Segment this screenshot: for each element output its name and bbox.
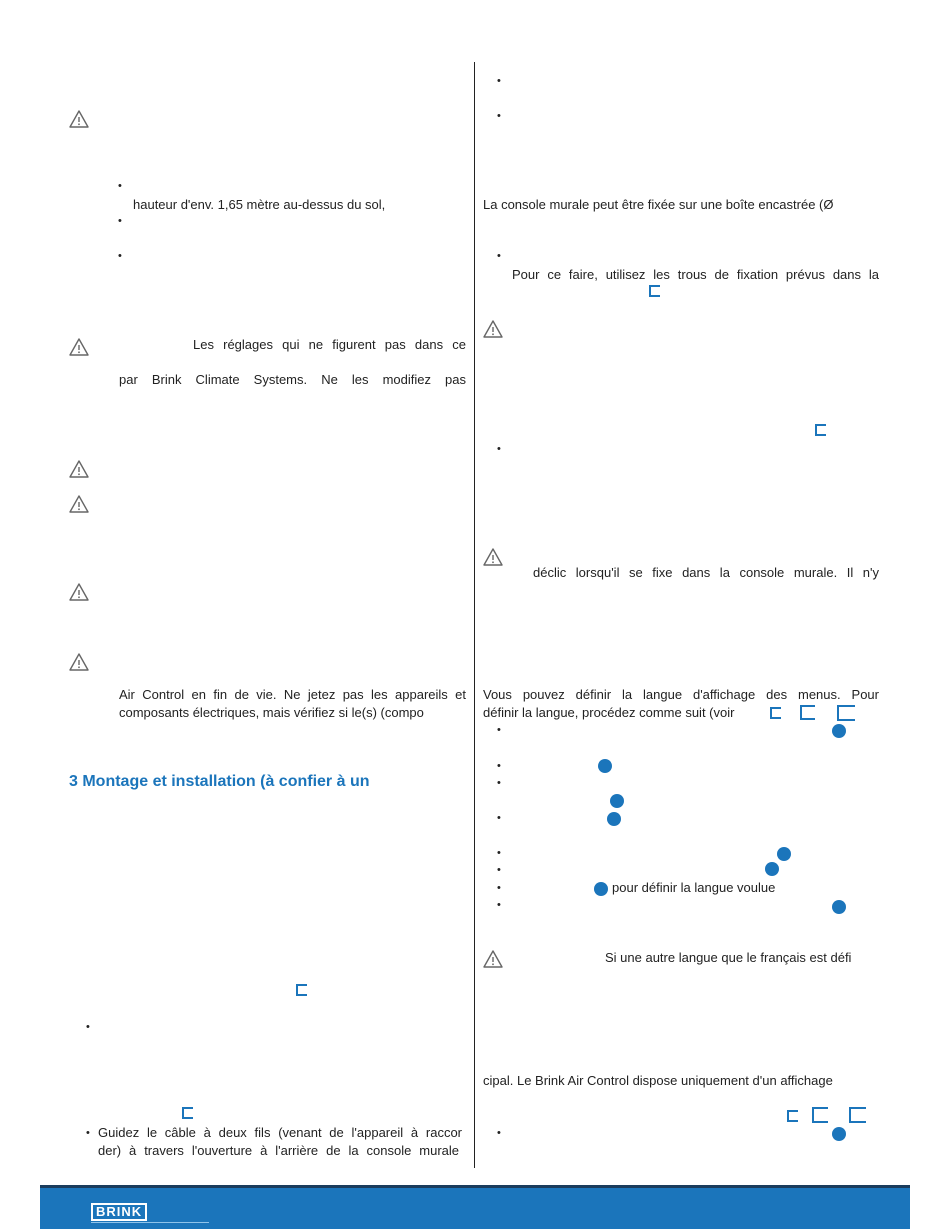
- figure-bracket-icon: [296, 984, 307, 996]
- figure-bracket-icon: [849, 1107, 866, 1123]
- bullet: •: [497, 899, 501, 911]
- brink-logo: BRINK: [91, 1203, 147, 1221]
- warning-triangle-icon: [68, 652, 90, 672]
- figure-bracket-icon: [787, 1110, 798, 1122]
- figure-bracket-icon: [770, 707, 781, 719]
- step-dot-icon: [765, 862, 779, 876]
- other-language-text: Si une autre langue que le français est défi: [605, 950, 852, 965]
- figure-bracket-icon: [815, 424, 826, 436]
- bullet: •: [497, 250, 501, 262]
- warning-triangle-icon: [68, 582, 90, 602]
- bullet: •: [497, 812, 501, 824]
- bullet: •: [86, 1021, 90, 1033]
- bullet: •: [497, 760, 501, 772]
- footer-bar: [40, 1185, 910, 1229]
- bullet: •: [497, 777, 501, 789]
- bullet: •: [497, 443, 501, 455]
- warning-triangle-icon: [68, 459, 90, 479]
- bullet: •: [497, 882, 501, 894]
- language-intro-text: définir la langue, procédez comme suit (voir: [483, 705, 735, 720]
- warning-triangle-icon: [482, 319, 504, 339]
- step-dot-icon: [610, 794, 624, 808]
- bullet: •: [497, 1127, 501, 1139]
- step-dot-icon: [832, 724, 846, 738]
- recycling-text: composants électriques, mais vérifiez si le(s) (compo: [119, 705, 424, 720]
- choose-language-text: pour définir la langue voulue: [612, 880, 776, 895]
- step-dot-icon: [777, 847, 791, 861]
- warning-triangle-icon: [68, 337, 90, 357]
- step-dot-icon: [832, 900, 846, 914]
- fixing-holes-text: Pour ce faire, utilisez les trous de fixation prévus dans la: [512, 267, 879, 282]
- figure-bracket-icon: [182, 1107, 193, 1119]
- item-mounting-height: hauteur d'env. 1,65 mètre au-dessus du sol,: [133, 197, 386, 212]
- console-box-text: La console murale peut être fixée sur une boîte encastrée (Ø: [483, 197, 834, 212]
- bullet: •: [118, 250, 122, 262]
- warning-triangle-icon: [482, 547, 504, 567]
- warning-triangle-icon: [482, 949, 504, 969]
- warning-triangle-icon: [68, 109, 90, 129]
- bullet: •: [497, 847, 501, 859]
- figure-bracket-icon: [800, 705, 815, 720]
- figure-bracket-icon: [837, 705, 855, 721]
- click-text: déclic lorsqu'il se fixe dans la console murale. Il n'y: [533, 565, 879, 580]
- figure-bracket-icon: [812, 1107, 828, 1123]
- cable-instruction-text: der) à travers l'ouverture à l'arrière de la console murale: [98, 1143, 459, 1158]
- step-dot-icon: [598, 759, 612, 773]
- footer-underline: [91, 1222, 209, 1223]
- step-dot-icon: [832, 1127, 846, 1141]
- bullet: •: [497, 724, 501, 736]
- warning-settings-text: Les réglages qui ne figurent pas dans ce: [193, 337, 466, 352]
- bullet: •: [497, 864, 501, 876]
- warning-settings-text: par Brink Climate Systems. Ne les modifiez pas: [119, 372, 466, 387]
- step-dot-icon: [594, 882, 608, 896]
- recycling-text: Air Control en fin de vie. Ne jetez pas les appareils et: [119, 687, 466, 702]
- figure-bracket-icon: [649, 285, 660, 297]
- display-text: cipal. Le Brink Air Control dispose uniquement d'un affichage: [483, 1073, 833, 1088]
- bullet: •: [118, 215, 122, 227]
- cable-instruction-text: Guidez le câble à deux fils (venant de l'appareil à raccor: [98, 1125, 462, 1140]
- section-heading: 3 Montage et installation (à confier à un: [69, 773, 370, 790]
- bullet: •: [497, 75, 501, 87]
- language-intro-text: Vous pouvez définir la langue d'affichage des menus. Pour: [483, 687, 879, 702]
- bullet: •: [86, 1127, 90, 1139]
- bullet: •: [118, 180, 122, 192]
- bullet: •: [497, 110, 501, 122]
- column-divider: [474, 62, 475, 1168]
- step-dot-icon: [607, 812, 621, 826]
- warning-triangle-icon: [68, 494, 90, 514]
